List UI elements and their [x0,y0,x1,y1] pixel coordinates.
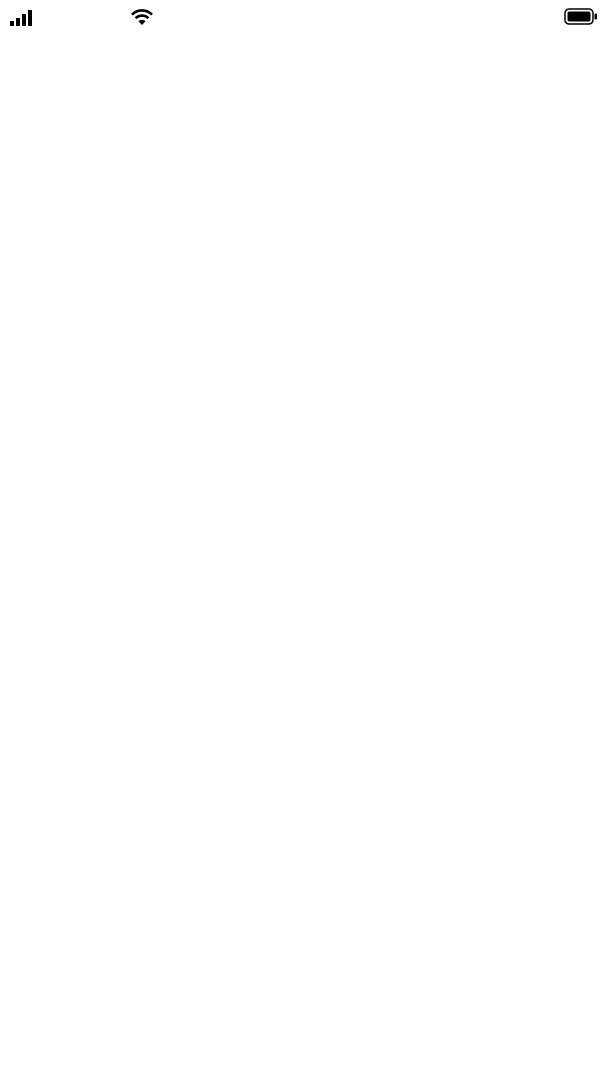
wifi-icon [130,8,154,26]
battery-icon [564,8,598,25]
signal-strength-icon [10,10,36,26]
status-bar [0,0,608,34]
